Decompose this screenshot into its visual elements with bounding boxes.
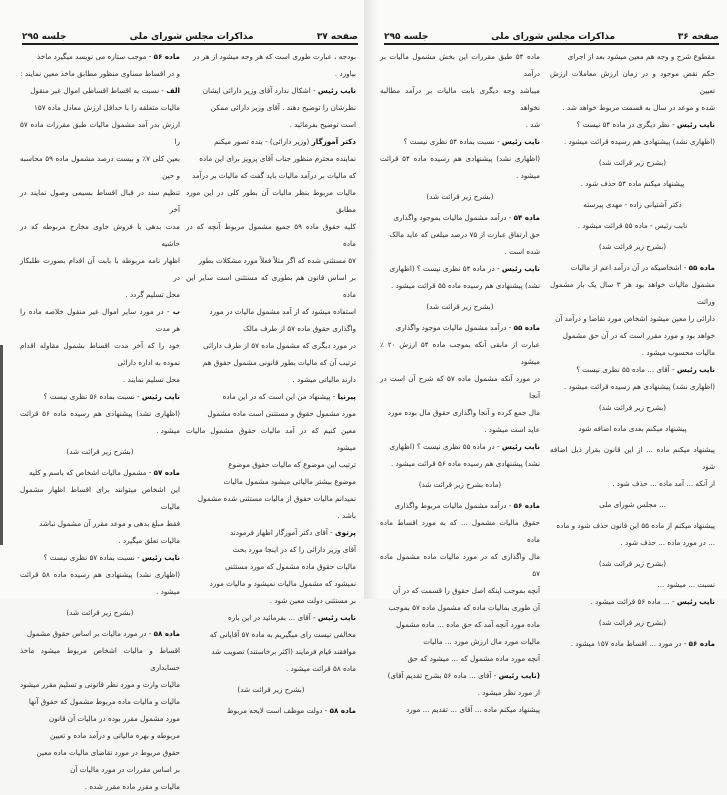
speaker-label: نایب رئیس	[676, 597, 715, 606]
line-text: - اشخاصیکه در آن درآمد اعم از مالیات	[570, 263, 689, 272]
line-text: نماینده محترم منظور جناب آقای پرویز برای این ماده	[199, 154, 356, 163]
paragraph-line	[550, 361, 715, 378]
paragraph-line	[186, 337, 356, 354]
line-text: (بشرح زیر قرائت شد)	[66, 608, 134, 617]
paragraph-line	[20, 761, 180, 778]
line-text: مالیات تعلق میگیرد .	[118, 536, 180, 545]
paragraph-line	[186, 558, 356, 575]
paragraph-line	[186, 218, 356, 252]
paragraph-line	[186, 252, 356, 269]
text-column-right	[550, 48, 715, 652]
speaker-label: نایب رئیس	[141, 553, 180, 562]
paragraph-line	[186, 116, 356, 133]
page-number: صفحه ۳۶	[677, 32, 719, 42]
speaker-label: الف	[166, 86, 180, 95]
paragraph-line	[20, 150, 180, 184]
speaker-label: نایب رئیس	[317, 613, 356, 622]
line-text: (بشرح زیر قرائت شد)	[598, 242, 667, 251]
line-text: موافقند قیام فرمایند (اکثر برخاستند) تصویب شد	[211, 647, 356, 656]
line-text: (بشرح زیر قرائت شد)	[426, 192, 494, 201]
speaker-label: ماده ۵۶	[153, 52, 180, 61]
paragraph-line	[380, 209, 540, 226]
speaker-label: نایب رئیس	[317, 86, 356, 95]
speaker-label: ماده ۵۸	[329, 706, 356, 715]
line-text: - نسبت بماده ۵۷ نظری نیست ؟	[43, 553, 142, 562]
header-title: مذاکرات مجلس شورای ملی	[129, 32, 254, 42]
paragraph-line	[20, 65, 180, 82]
paragraph-line	[20, 218, 180, 252]
section-note	[186, 681, 356, 698]
line-text: - پیشنهاد من این است که در این ماده	[222, 392, 338, 401]
line-text: ترتیب آن که مالیات بطور قانونی مشمول حقوق هم	[202, 358, 356, 367]
paragraph-line	[20, 82, 180, 99]
line-text: استفاده میشود که از آمد مشمول مالیات در مورد	[209, 307, 356, 316]
text-column-left	[20, 48, 180, 795]
paragraph-line	[20, 532, 180, 549]
paragraph-line	[186, 82, 356, 99]
paragraph-line	[186, 507, 356, 524]
paragraph-line	[550, 276, 715, 310]
speaker-label: نایب رئیس	[501, 442, 540, 451]
line-text: - در ماده ۵۴ نظری نیست ؟ (اظهاری	[389, 264, 502, 273]
line-text: - دولت موظف است لایحه مربوط	[226, 706, 330, 715]
line-text: آقای وزیر دارائی را که در اینجا مورد بحث	[232, 545, 356, 554]
line-text: مربوطه و بهره مالیاتی و درآمد ماده و تعیین	[50, 731, 180, 740]
paragraph-line	[550, 116, 715, 133]
paragraph-line	[550, 344, 715, 361]
line-text: موضوع بیشتر مالیاتی میشود مشمول مالیات	[223, 477, 356, 486]
line-text: - آقای ... ماده ۵۶ بشرح تقدیم آقای)	[387, 671, 499, 680]
paragraph-line	[380, 497, 540, 514]
line-text: مالیات وارث و مورد نظر قانونی و تسلیم مقرر میشود	[19, 680, 180, 689]
speaker-label: نایب رئیس	[501, 137, 540, 146]
paragraph-line	[186, 371, 356, 388]
line-text: در مورد دیگری که مشمول ماده ۵۷ از طرف دارائی	[203, 341, 356, 350]
line-text: شد .	[525, 120, 540, 129]
speaker-label: نایب رئیس	[676, 365, 715, 374]
line-text: نظرشان را توضیح دهند . آقای وزیر دارائی ممکن	[210, 103, 356, 112]
paragraph-line	[380, 370, 540, 404]
paragraph-line	[380, 116, 540, 133]
section-note	[550, 196, 715, 213]
paragraph-line	[20, 48, 180, 65]
line-text: مقطوع شرح و وجه هم معین میشود بعد از اجرای	[567, 52, 715, 61]
paragraph-line	[20, 727, 180, 744]
paragraph-line	[186, 303, 356, 320]
paragraph-line	[186, 626, 356, 643]
paragraph-line	[380, 633, 540, 650]
line-text: بعین کلی ۷٪ و بیست درصد مشمول ماده ۵۹ محاسبه و حین	[20, 154, 180, 180]
line-text: بر اساس مقررات در مورد مالیات آن	[70, 765, 180, 774]
paragraph-line	[20, 566, 180, 600]
line-text: فقط مبلغ بدهی و موعد مقرر آن مشمول نباشد	[39, 519, 180, 528]
line-text: کلیه حقوق ماده ۵۹ جمیع مشمول مربوط آنچه که در ماده	[186, 222, 356, 248]
line-text: اظهار نامه مربوطه با بابت آن اقدام بصورت طلبکار در	[20, 256, 180, 282]
paragraph-line	[20, 252, 180, 286]
paragraph-line	[550, 635, 715, 652]
paragraph-line	[20, 676, 180, 693]
line-text: آن طوری بمالیات ماده که مشمول ماده ۵۷ بموجب	[388, 603, 540, 612]
page-number: صفحه ۳۷	[316, 32, 358, 42]
paragraph-line	[20, 464, 180, 481]
line-text: ۵۷ مستثنی شده که اگر مثلاً فعلاً مورد مشکلات بطور	[198, 256, 356, 265]
line-text: - درآمد مشمول مالیات بموجود واگذاری	[393, 213, 514, 222]
speaker-label: نایب رئیس	[141, 392, 180, 401]
paragraph-line	[380, 599, 540, 616]
paragraph-line	[186, 609, 356, 626]
section-note	[550, 217, 715, 234]
paragraph-line	[20, 778, 180, 795]
line-text: از مورد نظر میشود .	[477, 688, 540, 697]
line-text: شده است .	[504, 247, 540, 256]
line-text: - آقای ... ماده ۵۵ نظری نیست ؟	[576, 365, 677, 374]
section-note	[380, 188, 540, 205]
section-note	[550, 238, 715, 255]
paragraph-line	[380, 226, 540, 243]
paragraph-line	[186, 490, 356, 507]
speaker-label: ماده ۵۶	[513, 501, 540, 510]
section-note	[550, 154, 715, 171]
paragraph-line	[186, 422, 356, 456]
paragraph-line	[380, 277, 540, 294]
line-text: مال واگذاری که در مورد مالیات ماده مشمول ماده ۵۷	[380, 552, 540, 578]
paragraph-line	[20, 99, 180, 116]
line-text: (اظهاری نشد) پیشنهادی هم رسیده قرائت میشود .	[563, 382, 715, 391]
paragraph-line	[380, 582, 540, 599]
line-text: - نسبت به اقساط اقساطی اموال غیر منقول	[30, 86, 167, 95]
line-text: که مالیات بر درآمد مالیات باید گفت که مالیات بر درآمد	[191, 171, 356, 180]
speaker-label: ماده ۵۶	[688, 639, 715, 648]
paragraph-line	[186, 405, 356, 422]
line-text: - درآمد مشمول مالیات موجود واگذاری	[395, 323, 514, 332]
line-text: (بشرح زیر قرائت شد)	[598, 158, 667, 167]
scan-edge	[0, 345, 3, 545]
line-text: (اظهاری نشد) پیشنهادی هم رسیده ماده ۵۶ قرائت میشود .	[20, 409, 180, 435]
line-text: نشد) پیشنهادی هم رسیده ماده ۵۵ قرائت میشود .	[391, 281, 540, 290]
line-text: - در ماده ۵۵ نظری نیست ؟ (اظهاری	[389, 442, 502, 451]
line-text: ماده ۵۸ قرائت میشود .	[286, 664, 356, 673]
line-text: مالیات متعلقه را با حداقل ارزش معادل ماده ۱۵۷	[34, 103, 180, 112]
paragraph-line	[20, 337, 180, 371]
line-text: (وزیر دارائی) - بنده تصور میکنم	[214, 137, 312, 146]
line-text: نشد) پیشنهادی هم رسیده ماده ۵۶ قرائت میشود .	[391, 459, 540, 468]
paragraph-line	[186, 592, 356, 609]
line-text: بر مستثنی دولت معین شود .	[269, 596, 356, 605]
line-text: (اظهاری نشد) پیشنهادی هم رسیده قرائت میشود .	[563, 137, 715, 146]
line-text: (بشرح زیر قرائت شد)	[237, 685, 305, 694]
line-text: - نظر دیگری در ماده ۵۴ نیست ؟	[576, 120, 677, 129]
section-note	[380, 476, 540, 493]
paragraph-line	[380, 336, 540, 370]
line-text: - در مورد مالیات بر اساس حقوق مشمول	[26, 629, 154, 638]
paragraph-line	[550, 327, 715, 344]
line-text: حکم نقض موجود و در زمان ارزش معاملات ارزش تعیین	[550, 69, 715, 95]
right-page	[364, 0, 727, 714]
paragraph-line	[186, 388, 356, 405]
line-text: ... مجلس شورای ملی	[599, 500, 666, 509]
line-text: - مشمول مالیات اشخاص که باسم و کلیه	[28, 468, 154, 477]
speaker-label: ب	[172, 307, 180, 316]
line-text: بیاورد .	[334, 69, 356, 78]
paragraph-line	[20, 116, 180, 150]
paragraph-line	[186, 184, 356, 218]
line-text: است توضیح بفرمائید .	[289, 120, 356, 129]
paragraph-line	[20, 642, 180, 676]
speaker-label: دکتر آموزگار	[311, 137, 356, 146]
section-note	[380, 298, 540, 315]
paragraph-line	[20, 303, 180, 337]
paragraph-line	[20, 693, 180, 710]
line-text: - آقای دکتر آموزگار اظهار فرمودند	[229, 528, 336, 537]
paragraph-line	[20, 286, 180, 303]
paragraph-line	[186, 269, 356, 303]
line-text: و در اقساط مساوی منظور مطابق ماخذ معین نمایند :	[20, 69, 180, 78]
paragraph-line	[550, 475, 715, 492]
paragraph-line	[380, 133, 540, 150]
gutter-shadow	[364, 0, 378, 599]
session-number: جلسه ۲۹۵	[22, 32, 67, 42]
line-text: خواهد بود و مورد مقرر است که در آن حق مشمول	[562, 331, 715, 340]
line-text: (بشرح زیر قرائت شد)	[598, 618, 667, 627]
speaker-label: ماده ۵۷	[153, 468, 180, 477]
line-text: - اشکال ندارد آقای وزیر دارائی ایشان	[202, 86, 318, 95]
line-text: - در مورد سایر اموال غیر منقول خلاصه ماده را هر مدت	[20, 307, 180, 333]
section-note	[550, 399, 715, 416]
section-note	[550, 496, 715, 513]
paragraph-line	[186, 65, 356, 82]
line-text: ارزش بدر آمد مشمول مالیات طبق مقررات ماده ۵۷ را	[20, 120, 180, 146]
line-text: معین کنیم که در آمد مالیات حقوق مشمول مالیات میشود	[186, 426, 356, 452]
line-text: در مورد آنکه مشمول ماده ۵۷ که شرح آن است در آنجا	[380, 374, 540, 400]
page-header	[384, 30, 719, 45]
page-header	[22, 30, 358, 45]
line-text: حقوق مربوط در مورد تقاضای مالیات ماده معین	[36, 748, 180, 757]
line-text: از آنکه ... آمد ماده ... حذف شود .	[612, 479, 715, 488]
paragraph-line	[186, 456, 356, 473]
paragraph-line	[550, 593, 715, 610]
line-text: (ماده بشرح زیر قرائت شد)	[418, 480, 502, 489]
section-note	[550, 420, 715, 437]
line-text: واگذاری حقوق ماده ۵۷ از طرف مالک	[243, 324, 356, 333]
line-text: (اظهاری نشد) پیشنهادی هم رسیده ماده ۵۸ قرائت میشود .	[20, 570, 180, 596]
line-text: ماده مورد آنچه آمد که حق ماده ... ماده مشمول	[396, 620, 540, 629]
line-text: دارائی را معین میشود اشخاص مورد تقاضا و درآمد آن	[555, 314, 715, 323]
line-text: نسبت ... میشود ...	[657, 580, 715, 589]
speaker-label: پیرنیا	[337, 392, 356, 401]
paragraph-line	[20, 184, 180, 218]
text-column-right	[186, 48, 356, 719]
paragraph-line	[20, 388, 180, 405]
paragraph-line	[186, 99, 356, 116]
line-text: میباشد وجه دیگری بابت مالیات بر درآمد مطالبه نخواهد	[380, 86, 540, 112]
paragraph-line	[380, 319, 540, 336]
line-text: مالیات مربوط بنظر مالیات آن بطور کلی در این مورد مطابق	[186, 188, 356, 214]
paragraph-line	[550, 310, 715, 327]
text-column-left	[380, 48, 540, 718]
line-text: پیشنهاد میکنم ماده ۵۴ حذف شود .	[580, 179, 685, 188]
speaker-label: نایب رئیس	[501, 264, 540, 273]
line-text: دکتر آشتیانی زاده - مهدی پیرسته	[583, 200, 682, 209]
paragraph-line	[550, 441, 715, 475]
line-text: نمیدانم مالیات حقوق از مالیات مستثنی شده مشمول	[197, 494, 356, 503]
speaker-label: ماده ۵۸	[153, 629, 180, 638]
line-text: ترتیب این موضوع که مالیات حقوق موضوع	[228, 460, 356, 469]
paragraph-line	[380, 438, 540, 455]
paragraph-line	[186, 643, 356, 660]
line-text: پیشنهاد میکنم ماده ... از این قانون بقرار ذیل اضافه شود	[550, 445, 715, 471]
paragraph-line	[380, 650, 540, 667]
line-text: - موجب ستاره می نویسد میگیرد ماخذ	[37, 52, 154, 61]
paragraph-line	[20, 744, 180, 761]
paragraph-line	[550, 517, 715, 534]
paragraph-line	[186, 320, 356, 337]
line-text: نایب رئیس - ماده ۵۵ قرائت میشود .	[577, 221, 688, 230]
line-text: - درآمد مشمول مالیات مربوط واگذاری	[394, 501, 514, 510]
speaker-label: نایب رئیس	[676, 120, 715, 129]
line-text: (اظهاری نشد) پیشنهادی هم رسیده ماده ۵۴ قرائت میشود .	[380, 154, 540, 180]
line-text: پیشنهاد میکنم از ماده ۵۵ این قانون حذف شود و ماده	[556, 521, 715, 530]
paragraph-line	[20, 371, 180, 388]
line-text: - نسبت بماده ۵۴ نظری نیست ؟	[403, 137, 502, 146]
line-text: بودجه ، عبارت طوری است که هر وجه میشود از هر در	[192, 52, 356, 61]
paragraph-line	[550, 99, 715, 116]
line-text: شده و موعد در سال به قسمت مربوط خواهد شد .	[562, 103, 715, 112]
paragraph-line	[186, 48, 356, 65]
line-text: محل تسلیم نمایند .	[122, 375, 180, 384]
paragraph-line	[380, 150, 540, 184]
line-text: مدت بدهی با فروش حاوی مخارج مربوطه که در حاشیه	[20, 222, 180, 248]
paragraph-line	[380, 514, 540, 548]
line-text: اقساط و مالیات اشخاص مربوط میشود ماخذ حسابداری	[20, 646, 180, 672]
speaker-label: ماده ۵۵	[513, 323, 540, 332]
paragraph-line	[20, 625, 180, 642]
line-text: تنظیم سند در قبال اقساط بسیمی وصول نمایند در آخر	[20, 188, 180, 214]
line-text: (بشرح زیر قرائت شد)	[426, 302, 494, 311]
line-text: مورد مشمول مقرر بوده در مالیات آن قانون	[48, 714, 180, 723]
paragraph-line	[380, 48, 540, 82]
section-note	[550, 175, 715, 192]
line-text: خود را که آخر مدت اقساط بشمول مقاوله اقدام نموده به اداره دارائی	[20, 341, 180, 367]
line-text: دارند مالیاتی میشود .	[292, 375, 356, 384]
line-text: این اشخاص میتوانند برای اقساط اظهار مشمول مالیات	[20, 485, 180, 511]
line-text: ماده ۵۴ طبق مقررات این بخش مشمول مالیات بر درآمد	[380, 52, 540, 78]
paragraph-line	[380, 684, 540, 701]
paragraph-line	[550, 259, 715, 276]
paragraph-line	[380, 548, 540, 582]
line-text: (بشرح زیر قرائت شد)	[598, 403, 667, 412]
line-text: مالیات و مقرر ماده مقرر شده .	[84, 782, 180, 791]
line-text: عاید است میشود .	[484, 425, 540, 434]
section-note	[20, 604, 180, 621]
paragraph-line	[380, 243, 540, 260]
paragraph-line	[186, 354, 356, 371]
paragraph-line	[20, 405, 180, 439]
section-note	[20, 443, 180, 460]
paragraph-line	[186, 133, 356, 150]
paragraph-line	[380, 667, 540, 684]
line-text: نمیشود که مشمول مالیات نمیشود و مالیات مورد	[209, 579, 356, 588]
line-text: حقوق مالیات مشمول ... که به مورد اقساط ماده ماده	[380, 518, 540, 544]
line-text: - ... ماده ۵۶ قرائت میشود .	[590, 597, 677, 606]
line-text: حق ارتفاق عبارت از ۷۵ درصد مبلغی که عاید مالک	[389, 230, 540, 239]
section-note	[550, 555, 715, 572]
paragraph-line	[380, 616, 540, 633]
paragraph-line	[20, 481, 180, 515]
paragraph-line	[380, 421, 540, 438]
line-text: مشمول مالیات خواهد بود هر ۳ سال یک بار مشمول وراثت	[550, 280, 715, 306]
line-text: مالیات حقوق ماده مشمول که مورد مستثنی	[224, 562, 356, 571]
speaker-label: ماده ۵۵	[688, 263, 715, 272]
paragraph-line	[550, 48, 715, 65]
header-title: مذاکرات مجلس شورای ملی	[491, 32, 616, 42]
paragraph-line	[186, 702, 356, 719]
line-text: محل تسلیم گردد .	[125, 290, 180, 299]
paragraph-line	[550, 133, 715, 150]
paragraph-line	[186, 541, 356, 558]
speaker-label: (نایب رئیس	[498, 671, 540, 680]
session-number: جلسه ۲۹۵	[384, 32, 429, 42]
line-text: بر اساس قانون هم بطوری که مستثنی است سایر این ماده	[186, 273, 356, 299]
line-text: مال جمع کرده و آنجا واگذاری حقوق مال بوده مورد	[387, 408, 540, 417]
paragraph-line	[186, 575, 356, 592]
paragraph-line	[186, 473, 356, 490]
paragraph-line	[186, 660, 356, 677]
paragraph-line	[380, 260, 540, 277]
line-text: مورد مشمول حقوق و مستثنی است ماده مشمول	[207, 409, 356, 418]
paragraph-line	[20, 710, 180, 727]
paragraph-line	[550, 576, 715, 593]
line-text: مالیات محسوب میشود .	[641, 348, 715, 357]
line-text: ... در مورد ماده ... حذف شود .	[620, 538, 715, 547]
paragraph-line	[550, 534, 715, 551]
line-text: (بشرح زیر قرائت شد)	[66, 447, 134, 456]
paragraph-line	[20, 549, 180, 566]
line-text: مالیات مورد مال ارزش مورد ... مالیات	[423, 637, 540, 646]
line-text: باشد .	[337, 511, 356, 520]
left-page	[0, 0, 364, 791]
line-text: - در مورد ... اقساط ماده ۱۵۷ میشود .	[570, 639, 689, 648]
paragraph-line	[380, 82, 540, 116]
paragraph-line	[380, 701, 540, 718]
paragraph-line	[550, 378, 715, 395]
section-note	[550, 614, 715, 631]
line-text: آنچه مورد ماده مشمول که ... میشود که حق	[407, 654, 540, 663]
line-text: - آقای ... بفرمائید در این باره	[228, 613, 318, 622]
paragraph-line	[380, 404, 540, 421]
line-text: مالیات و مالیات ماده مربوط مشمول که حقوق آنها	[28, 697, 180, 706]
paragraph-line	[20, 515, 180, 532]
line-text: پیشنهاد میکنم بعدی ماده اضافه شود	[578, 424, 687, 433]
line-text: - نسبت بماده ۵۶ نظری نیست ؟	[43, 392, 142, 401]
line-text: عبارت از مابقی آنکه بموجب ماده ۵۴ ارزش ۲۰ ٪ میشود	[380, 340, 540, 366]
line-text: آنچه بموجب اینکه اصل حقوق را قسمت که در آن	[392, 586, 540, 595]
line-text: پیشنهاد میکنم ماده ... آقای ... تقدیم ... مورد	[406, 705, 540, 714]
speaker-label: ماده ۵۴	[513, 213, 540, 222]
paragraph-line	[550, 65, 715, 99]
line-text: (بشرح زیر قرائت شد)	[598, 559, 667, 568]
speaker-label: پرتوی	[335, 528, 356, 537]
paragraph-line	[186, 524, 356, 541]
line-text: مخالفی نیست رای میگیریم به ماده ۵۷ آقایانی که	[209, 630, 356, 639]
paragraph-line	[380, 455, 540, 472]
paragraph-line	[186, 150, 356, 167]
paragraph-line	[186, 167, 356, 184]
